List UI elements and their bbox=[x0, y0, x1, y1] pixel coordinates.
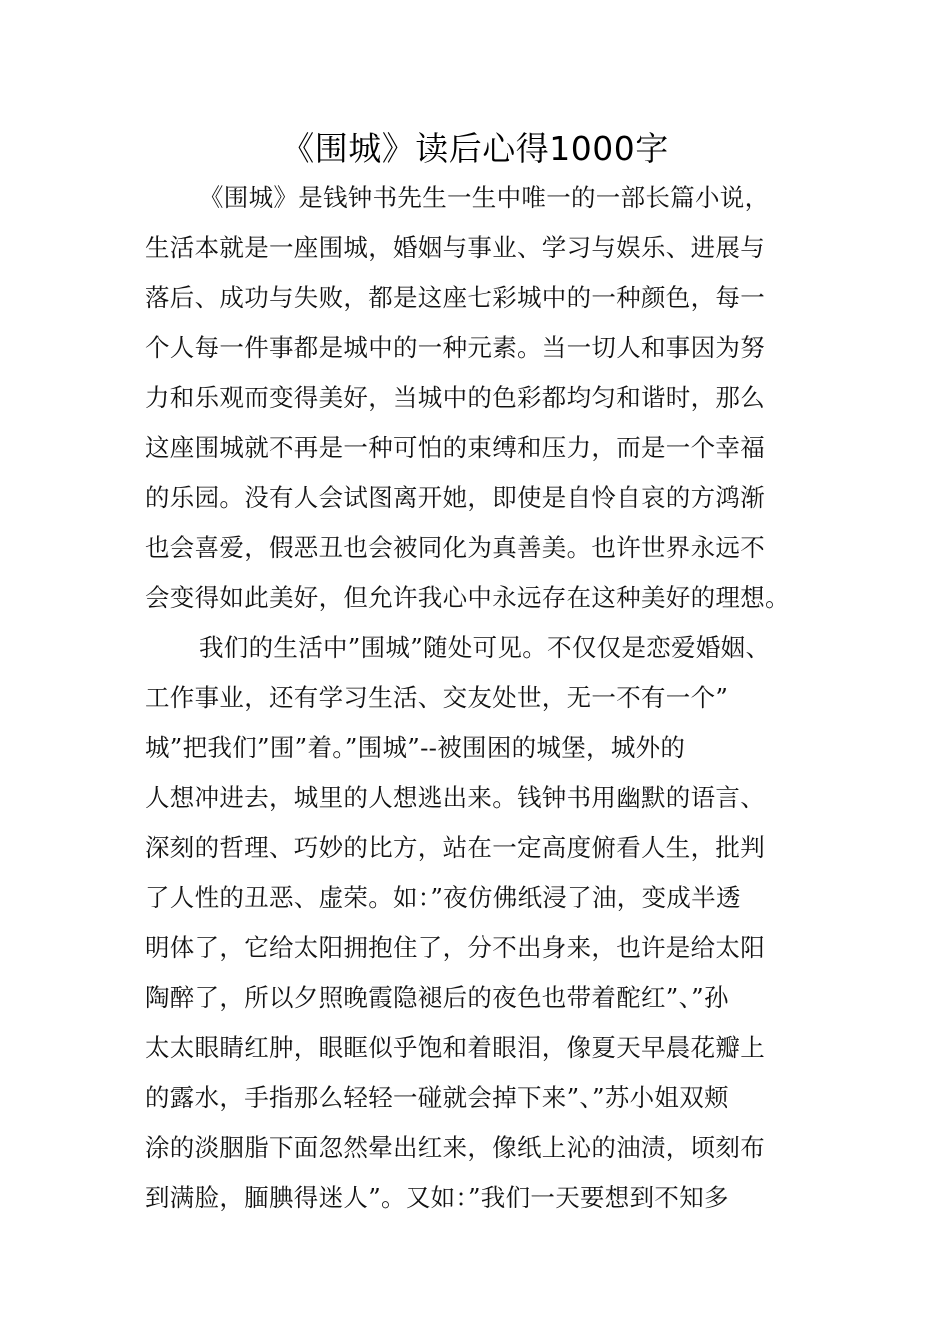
paragraph-line: 生活本就是一座围城，婚姻与事业、学习与娱乐、进展与 bbox=[145, 233, 765, 262]
document-title: 《围城》读后心得1000字 bbox=[281, 129, 669, 168]
paragraph-line: 太太眼睛红肿，眼眶似乎饱和着眼泪，像夏天早晨花瓣上 bbox=[145, 1033, 765, 1062]
paragraph-line: 涂的淡胭脂下面忽然晕出红来，像纸上沁的油渍，顷刻布 bbox=[145, 1133, 765, 1162]
paragraph-line: 到满脸，腼腆得迷人”。又如：”我们一天要想到不知多 bbox=[145, 1183, 729, 1212]
paragraph-line: 陶醉了，所以夕照晚霞隐褪后的夜色也带着酡红”、”孙 bbox=[145, 983, 729, 1012]
paragraph-line: 落后、成功与失败，都是这座七彩城中的一种颜色，每一 bbox=[145, 283, 765, 312]
paragraph-line: 我们的生活中”围城”随处可见。不仅仅是恋爱婚姻、 bbox=[199, 633, 771, 662]
paragraph-line: 深刻的哲理、巧妙的比方，站在一定高度俯看人生，批判 bbox=[145, 833, 765, 862]
paragraph-line: 力和乐观而变得美好，当城中的色彩都均匀和谐时，那么 bbox=[145, 383, 765, 412]
paragraph-line: 人想冲进去，城里的人想逃出来。钱钟书用幽默的语言、 bbox=[145, 783, 765, 812]
paragraph-line: 也会喜爱，假恶丑也会被同化为真善美。也许世界永远不 bbox=[145, 533, 765, 562]
paragraph-line: 这座围城就不再是一种可怕的束缚和压力，而是一个幸福 bbox=[145, 433, 765, 462]
paragraph-line: 的露水，手指那么轻轻一碰就会掉下来”、”苏小姐双颊 bbox=[145, 1083, 729, 1112]
paragraph-line: 会变得如此美好，但允许我心中永远存在这种美好的理想。 bbox=[145, 583, 790, 612]
paragraph-line: 的乐园。没有人会试图离开她，即使是自怜自哀的方鸿渐 bbox=[145, 483, 765, 512]
paragraph-line: 城”把我们”围”着。”围城”--被围困的城堡，城外的 bbox=[145, 733, 686, 762]
paragraph-line: 明体了，它给太阳拥抱住了，分不出身来，也许是给太阳 bbox=[145, 933, 765, 962]
paragraph-line: 《围城》是钱钟书先生一生中唯一的一部长篇小说， bbox=[199, 183, 770, 212]
paragraph-line: 工作事业，还有学习生活、交友处世，无一不有一个” bbox=[145, 683, 729, 712]
paragraph-line: 个人每一件事都是城中的一种元素。当一切人和事因为努 bbox=[145, 333, 765, 362]
paragraph-line: 了人性的丑恶、虚荣。如：”夜仿佛纸浸了油，变成半透 bbox=[145, 883, 741, 912]
